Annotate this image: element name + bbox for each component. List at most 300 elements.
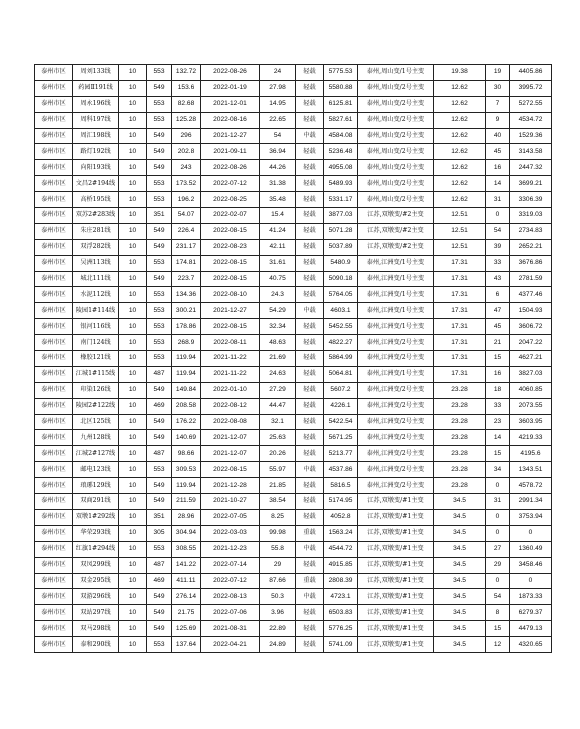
voltage-cell: 10 [119, 128, 147, 144]
load-status-cell: 轻载 [296, 478, 324, 494]
remaining-capacity-cell: 3827.03 [510, 366, 552, 382]
feeder-name-cell: 陵园1#114线 [73, 303, 119, 319]
feeder-name-cell: 南门124线 [73, 335, 119, 351]
load-rate-cell: 54 [260, 128, 296, 144]
region-cell: 泰州市区 [35, 478, 73, 494]
date-cell: 2022-07-05 [201, 509, 260, 525]
substation-transformer-cell: 泰州,江洲变/2号主变 [358, 335, 434, 351]
rated-capacity-cell: 553 [147, 287, 172, 303]
load-rate-cell: 44.26 [260, 160, 296, 176]
load-status-cell: 轻载 [296, 144, 324, 160]
region-cell: 泰州市区 [35, 351, 73, 367]
max-current-cell: 153.6 [172, 80, 201, 96]
available-capacity-cell: 5741.09 [324, 637, 358, 653]
load-status-cell: 轻载 [296, 255, 324, 271]
rated-capacity-cell: 549 [147, 382, 172, 398]
date-cell: 2021-11-22 [201, 351, 260, 367]
load-status-cell: 轻载 [296, 621, 324, 637]
transformer-load-cell: 12.62 [434, 128, 486, 144]
region-cell: 泰州市区 [35, 430, 73, 446]
feeder-name-cell: 江城2#127线 [73, 446, 119, 462]
count-cell: 21 [486, 335, 510, 351]
available-capacity-cell: 5816.5 [324, 478, 358, 494]
load-status-cell: 轻载 [296, 414, 324, 430]
count-cell: 19 [486, 65, 510, 81]
date-cell: 2022-08-10 [201, 287, 260, 303]
max-current-cell: 300.21 [172, 303, 201, 319]
load-status-cell: 轻载 [296, 271, 324, 287]
region-cell: 泰州市区 [35, 541, 73, 557]
remaining-capacity-cell: 3603.95 [510, 414, 552, 430]
max-current-cell: 119.94 [172, 351, 201, 367]
max-current-cell: 231.17 [172, 239, 201, 255]
table-row [35, 160, 552, 176]
rated-capacity-cell: 549 [147, 478, 172, 494]
load-status-cell: 轻载 [296, 430, 324, 446]
transformer-load-cell: 12.51 [434, 239, 486, 255]
region-cell: 泰州市区 [35, 589, 73, 605]
available-capacity-cell: 5213.77 [324, 446, 358, 462]
table-row [35, 541, 552, 557]
region-cell: 泰州市区 [35, 239, 73, 255]
rated-capacity-cell: 553 [147, 65, 172, 81]
max-current-cell: 309.53 [172, 462, 201, 478]
substation-transformer-cell: 泰州,周山变/2号主变 [358, 160, 434, 176]
feeder-name-cell: 周刘133线 [73, 65, 119, 81]
substation-transformer-cell: 泰州,江洲变/2号主变 [358, 414, 434, 430]
max-current-cell: 308.55 [172, 541, 201, 557]
rated-capacity-cell: 553 [147, 335, 172, 351]
count-cell: 31 [486, 494, 510, 510]
table-row [35, 621, 552, 637]
feeder-name-cell: 文昌2#194线 [73, 176, 119, 192]
date-cell: 2022-08-16 [201, 112, 260, 128]
load-status-cell: 重载 [296, 573, 324, 589]
table-row [35, 494, 552, 510]
table-row [35, 255, 552, 271]
transformer-load-cell: 17.31 [434, 366, 486, 382]
remaining-capacity-cell: 4627.21 [510, 351, 552, 367]
voltage-cell: 10 [119, 351, 147, 367]
available-capacity-cell: 4584.08 [324, 128, 358, 144]
load-rate-cell: 40.75 [260, 271, 296, 287]
available-capacity-cell: 3877.03 [324, 208, 358, 224]
transformer-load-cell: 34.5 [434, 494, 486, 510]
load-status-cell: 轻载 [296, 351, 324, 367]
transformer-load-cell: 23.28 [434, 398, 486, 414]
transformer-load-cell: 12.62 [434, 192, 486, 208]
feeder-name-cell: 华荣293线 [73, 525, 119, 541]
date-cell: 2022-08-23 [201, 239, 260, 255]
substation-transformer-cell: 泰州,周山变/2号主变 [358, 192, 434, 208]
voltage-cell: 10 [119, 208, 147, 224]
date-cell: 2021-09-11 [201, 144, 260, 160]
substation-transformer-cell: 泰州,周山变/1号主变 [358, 65, 434, 81]
available-capacity-cell: 5671.25 [324, 430, 358, 446]
max-current-cell: 173.52 [172, 176, 201, 192]
rated-capacity-cell: 351 [147, 208, 172, 224]
max-current-cell: 132.72 [172, 65, 201, 81]
voltage-cell: 10 [119, 462, 147, 478]
substation-transformer-cell: 泰州,周山变/2号主变 [358, 176, 434, 192]
table-row [35, 398, 552, 414]
region-cell: 泰州市区 [35, 128, 73, 144]
region-cell: 泰州市区 [35, 160, 73, 176]
date-cell: 2022-08-26 [201, 160, 260, 176]
feeder-name-cell: 江城1#115线 [73, 366, 119, 382]
load-rate-cell: 35.48 [260, 192, 296, 208]
rated-capacity-cell: 553 [147, 176, 172, 192]
table-row [35, 335, 552, 351]
available-capacity-cell: 5827.61 [324, 112, 358, 128]
count-cell: 39 [486, 239, 510, 255]
voltage-cell: 10 [119, 96, 147, 112]
date-cell: 2022-02-07 [201, 208, 260, 224]
load-status-cell: 轻载 [296, 509, 324, 525]
remaining-capacity-cell: 3676.86 [510, 255, 552, 271]
transformer-load-cell: 17.31 [434, 303, 486, 319]
load-status-cell: 轻载 [296, 557, 324, 573]
feeder-name-cell: 琅琊129线 [73, 478, 119, 494]
load-rate-cell: 24.89 [260, 637, 296, 653]
rated-capacity-cell: 469 [147, 573, 172, 589]
count-cell: 16 [486, 160, 510, 176]
substation-transformer-cell: 泰州,周山变/2号主变 [358, 144, 434, 160]
max-current-cell: 296 [172, 128, 201, 144]
max-current-cell: 178.86 [172, 319, 201, 335]
feeder-name-cell: 水泥112线 [73, 287, 119, 303]
count-cell: 9 [486, 112, 510, 128]
rated-capacity-cell: 549 [147, 605, 172, 621]
table-row [35, 525, 552, 541]
voltage-cell: 10 [119, 65, 147, 81]
table-row [35, 414, 552, 430]
voltage-cell: 10 [119, 382, 147, 398]
table-row [35, 303, 552, 319]
load-status-cell: 轻载 [296, 239, 324, 255]
remaining-capacity-cell: 4405.86 [510, 65, 552, 81]
load-rate-cell: 55.8 [260, 541, 296, 557]
substation-transformer-cell: 泰州,周山变/2号主变 [358, 112, 434, 128]
remaining-capacity-cell: 1873.33 [510, 589, 552, 605]
rated-capacity-cell: 549 [147, 144, 172, 160]
load-status-cell: 轻载 [296, 160, 324, 176]
available-capacity-cell: 5607.2 [324, 382, 358, 398]
remaining-capacity-cell: 2073.55 [510, 398, 552, 414]
rated-capacity-cell: 553 [147, 255, 172, 271]
table-row [35, 446, 552, 462]
substation-transformer-cell: 泰州,周山变/2号主变 [358, 80, 434, 96]
substation-transformer-cell: 泰州,周山变/2号主变 [358, 128, 434, 144]
available-capacity-cell: 5580.88 [324, 80, 358, 96]
substation-transformer-cell: 泰州,江洲变/1号主变 [358, 287, 434, 303]
remaining-capacity-cell: 2047.22 [510, 335, 552, 351]
remaining-capacity-cell: 4377.46 [510, 287, 552, 303]
load-status-cell: 轻载 [296, 208, 324, 224]
voltage-cell: 10 [119, 541, 147, 557]
remaining-capacity-cell: 3753.94 [510, 509, 552, 525]
table-row [35, 287, 552, 303]
feeder-name-cell: 北区125线 [73, 414, 119, 430]
voltage-cell: 10 [119, 605, 147, 621]
load-rate-cell: 36.94 [260, 144, 296, 160]
available-capacity-cell: 5090.18 [324, 271, 358, 287]
rated-capacity-cell: 549 [147, 430, 172, 446]
load-rate-cell: 41.24 [260, 223, 296, 239]
substation-transformer-cell: 泰州,江洲变/2号主变 [358, 446, 434, 462]
available-capacity-cell: 6503.83 [324, 605, 358, 621]
available-capacity-cell: 5064.81 [324, 366, 358, 382]
date-cell: 2022-08-11 [201, 335, 260, 351]
region-cell: 泰州市区 [35, 319, 73, 335]
remaining-capacity-cell: 2991.34 [510, 494, 552, 510]
voltage-cell: 10 [119, 80, 147, 96]
voltage-cell: 10 [119, 494, 147, 510]
table-row [35, 430, 552, 446]
remaining-capacity-cell: 1504.93 [510, 303, 552, 319]
load-status-cell: 轻载 [296, 398, 324, 414]
voltage-cell: 10 [119, 112, 147, 128]
feeder-name-cell: 吴洲113线 [73, 255, 119, 271]
load-status-cell: 轻载 [296, 287, 324, 303]
max-current-cell: 137.64 [172, 637, 201, 653]
transformer-load-cell: 34.5 [434, 525, 486, 541]
rated-capacity-cell: 553 [147, 303, 172, 319]
table-row [35, 573, 552, 589]
rated-capacity-cell: 549 [147, 271, 172, 287]
rated-capacity-cell: 553 [147, 462, 172, 478]
load-status-cell: 中载 [296, 589, 324, 605]
available-capacity-cell: 5236.48 [324, 144, 358, 160]
transformer-load-cell: 12.62 [434, 80, 486, 96]
rated-capacity-cell: 549 [147, 589, 172, 605]
substation-transformer-cell: 泰州,江洲变/2号主变 [358, 351, 434, 367]
rated-capacity-cell: 549 [147, 239, 172, 255]
load-rate-cell: 48.63 [260, 335, 296, 351]
remaining-capacity-cell: 0 [510, 573, 552, 589]
transformer-load-cell: 23.28 [434, 462, 486, 478]
transformer-load-cell: 34.5 [434, 557, 486, 573]
feeder-name-cell: 城北111线 [73, 271, 119, 287]
available-capacity-cell: 4603.1 [324, 303, 358, 319]
transformer-load-cell: 23.28 [434, 382, 486, 398]
region-cell: 泰州市区 [35, 398, 73, 414]
feeder-name-cell: 周科197线 [73, 112, 119, 128]
max-current-cell: 119.94 [172, 366, 201, 382]
feeder-name-cell: 双商291线 [73, 494, 119, 510]
feeder-name-cell: 朱庄281线 [73, 223, 119, 239]
feeder-name-cell: 高桥195线 [73, 192, 119, 208]
max-current-cell: 176.22 [172, 414, 201, 430]
load-rate-cell: 24.63 [260, 366, 296, 382]
date-cell: 2022-08-26 [201, 65, 260, 81]
transformer-load-cell: 17.31 [434, 287, 486, 303]
feeder-name-cell: 周永196线 [73, 96, 119, 112]
transformer-load-cell: 23.28 [434, 430, 486, 446]
load-status-cell: 轻载 [296, 96, 324, 112]
load-status-cell: 轻载 [296, 112, 324, 128]
region-cell: 泰州市区 [35, 462, 73, 478]
count-cell: 31 [486, 192, 510, 208]
available-capacity-cell: 5071.28 [324, 223, 358, 239]
table-row [35, 351, 552, 367]
rated-capacity-cell: 549 [147, 128, 172, 144]
region-cell: 泰州市区 [35, 208, 73, 224]
substation-transformer-cell: 江苏,双墩变/#1主变 [358, 557, 434, 573]
count-cell: 45 [486, 144, 510, 160]
table-row [35, 112, 552, 128]
voltage-cell: 10 [119, 430, 147, 446]
transformer-load-cell: 17.31 [434, 319, 486, 335]
transformer-load-cell: 12.62 [434, 112, 486, 128]
rated-capacity-cell: 553 [147, 351, 172, 367]
feeder-name-cell: 双苏2#283线 [73, 208, 119, 224]
count-cell: 54 [486, 589, 510, 605]
voltage-cell: 10 [119, 414, 147, 430]
count-cell: 30 [486, 80, 510, 96]
transformer-load-cell: 17.31 [434, 255, 486, 271]
max-current-cell: 276.14 [172, 589, 201, 605]
load-rate-cell: 8.25 [260, 509, 296, 525]
count-cell: 45 [486, 319, 510, 335]
region-cell: 泰州市区 [35, 446, 73, 462]
date-cell: 2022-07-14 [201, 557, 260, 573]
available-capacity-cell: 4955.08 [324, 160, 358, 176]
region-cell: 泰州市区 [35, 255, 73, 271]
feeder-name-cell: 周汇198线 [73, 128, 119, 144]
load-rate-cell: 14.95 [260, 96, 296, 112]
voltage-cell: 10 [119, 366, 147, 382]
load-status-cell: 中载 [296, 128, 324, 144]
available-capacity-cell: 5764.05 [324, 287, 358, 303]
region-cell: 泰州市区 [35, 637, 73, 653]
feeder-name-cell: 九州128线 [73, 430, 119, 446]
voltage-cell: 10 [119, 319, 147, 335]
feeder-name-cell: 银河116线 [73, 319, 119, 335]
rated-capacity-cell: 469 [147, 398, 172, 414]
remaining-capacity-cell: 4578.72 [510, 478, 552, 494]
load-status-cell: 轻载 [296, 382, 324, 398]
feeder-name-cell: 双金295线 [73, 573, 119, 589]
substation-transformer-cell: 江苏,双墩变/#1主变 [358, 589, 434, 605]
max-current-cell: 174.81 [172, 255, 201, 271]
max-current-cell: 196.2 [172, 192, 201, 208]
date-cell: 2022-01-19 [201, 80, 260, 96]
date-cell: 2021-12-28 [201, 478, 260, 494]
substation-transformer-cell: 泰州,江洲变/2号主变 [358, 430, 434, 446]
date-cell: 2021-10-27 [201, 494, 260, 510]
max-current-cell: 125.69 [172, 621, 201, 637]
available-capacity-cell: 5489.93 [324, 176, 358, 192]
date-cell: 2022-07-12 [201, 176, 260, 192]
table-row [35, 192, 552, 208]
transformer-load-cell: 12.51 [434, 208, 486, 224]
substation-transformer-cell: 泰州,江洲变/1号主变 [358, 255, 434, 271]
region-cell: 泰州市区 [35, 176, 73, 192]
load-status-cell: 轻载 [296, 319, 324, 335]
remaining-capacity-cell: 4219.33 [510, 430, 552, 446]
load-rate-cell: 44.47 [260, 398, 296, 414]
max-current-cell: 304.94 [172, 525, 201, 541]
date-cell: 2021-12-27 [201, 303, 260, 319]
available-capacity-cell: 4544.72 [324, 541, 358, 557]
count-cell: 29 [486, 557, 510, 573]
table-row [35, 637, 552, 653]
voltage-cell: 10 [119, 223, 147, 239]
rated-capacity-cell: 553 [147, 319, 172, 335]
feeder-name-cell: 双游296线 [73, 589, 119, 605]
remaining-capacity-cell: 2447.32 [510, 160, 552, 176]
available-capacity-cell: 5480.9 [324, 255, 358, 271]
date-cell: 2022-08-15 [201, 223, 260, 239]
available-capacity-cell: 4226.1 [324, 398, 358, 414]
feeder-name-cell: 向阳193线 [73, 160, 119, 176]
transformer-load-cell: 12.62 [434, 176, 486, 192]
available-capacity-cell: 4723.1 [324, 589, 358, 605]
load-status-cell: 轻载 [296, 80, 324, 96]
load-status-cell: 轻载 [296, 335, 324, 351]
max-current-cell: 125.28 [172, 112, 201, 128]
transformer-load-cell: 23.28 [434, 478, 486, 494]
region-cell: 泰州市区 [35, 557, 73, 573]
voltage-cell: 10 [119, 509, 147, 525]
voltage-cell: 10 [119, 287, 147, 303]
remaining-capacity-cell: 6279.37 [510, 605, 552, 621]
count-cell: 43 [486, 271, 510, 287]
feeder-name-cell: 印染126线 [73, 382, 119, 398]
date-cell: 2022-03-03 [201, 525, 260, 541]
available-capacity-cell: 4052.8 [324, 509, 358, 525]
substation-transformer-cell: 江苏,双墩变/#1主变 [358, 525, 434, 541]
substation-transformer-cell: 江苏,双墩变/#2主变 [358, 208, 434, 224]
rated-capacity-cell: 549 [147, 80, 172, 96]
substation-transformer-cell: 江苏,双墩变/#1主变 [358, 541, 434, 557]
date-cell: 2022-01-10 [201, 382, 260, 398]
count-cell: 0 [486, 478, 510, 494]
count-cell: 15 [486, 351, 510, 367]
substation-transformer-cell: 江苏,双墩变/#1主变 [358, 637, 434, 653]
region-cell: 泰州市区 [35, 525, 73, 541]
load-rate-cell: 24.3 [260, 287, 296, 303]
feeder-name-cell: 泰和290线 [73, 637, 119, 653]
load-rate-cell: 21.85 [260, 478, 296, 494]
load-status-cell: 重载 [296, 525, 324, 541]
voltage-cell: 10 [119, 271, 147, 287]
substation-transformer-cell: 泰州,江洲变/1号主变 [358, 303, 434, 319]
remaining-capacity-cell: 3458.46 [510, 557, 552, 573]
load-status-cell: 轻载 [296, 446, 324, 462]
region-cell: 泰州市区 [35, 335, 73, 351]
transformer-load-cell: 17.31 [434, 271, 486, 287]
date-cell: 2021-12-07 [201, 430, 260, 446]
region-cell: 泰州市区 [35, 96, 73, 112]
transformer-load-cell: 12.62 [434, 144, 486, 160]
remaining-capacity-cell: 3699.21 [510, 176, 552, 192]
available-capacity-cell: 5775.53 [324, 65, 358, 81]
date-cell: 2021-12-23 [201, 541, 260, 557]
remaining-capacity-cell: 4534.72 [510, 112, 552, 128]
date-cell: 2021-08-31 [201, 621, 260, 637]
count-cell: 8 [486, 605, 510, 621]
rated-capacity-cell: 487 [147, 366, 172, 382]
substation-transformer-cell: 泰州,江洲变/1号主变 [358, 366, 434, 382]
date-cell: 2022-04-21 [201, 637, 260, 653]
transformer-load-cell: 23.28 [434, 446, 486, 462]
load-rate-cell: 27.29 [260, 382, 296, 398]
table-row [35, 80, 552, 96]
load-rate-cell: 38.54 [260, 494, 296, 510]
remaining-capacity-cell: 4195.6 [510, 446, 552, 462]
